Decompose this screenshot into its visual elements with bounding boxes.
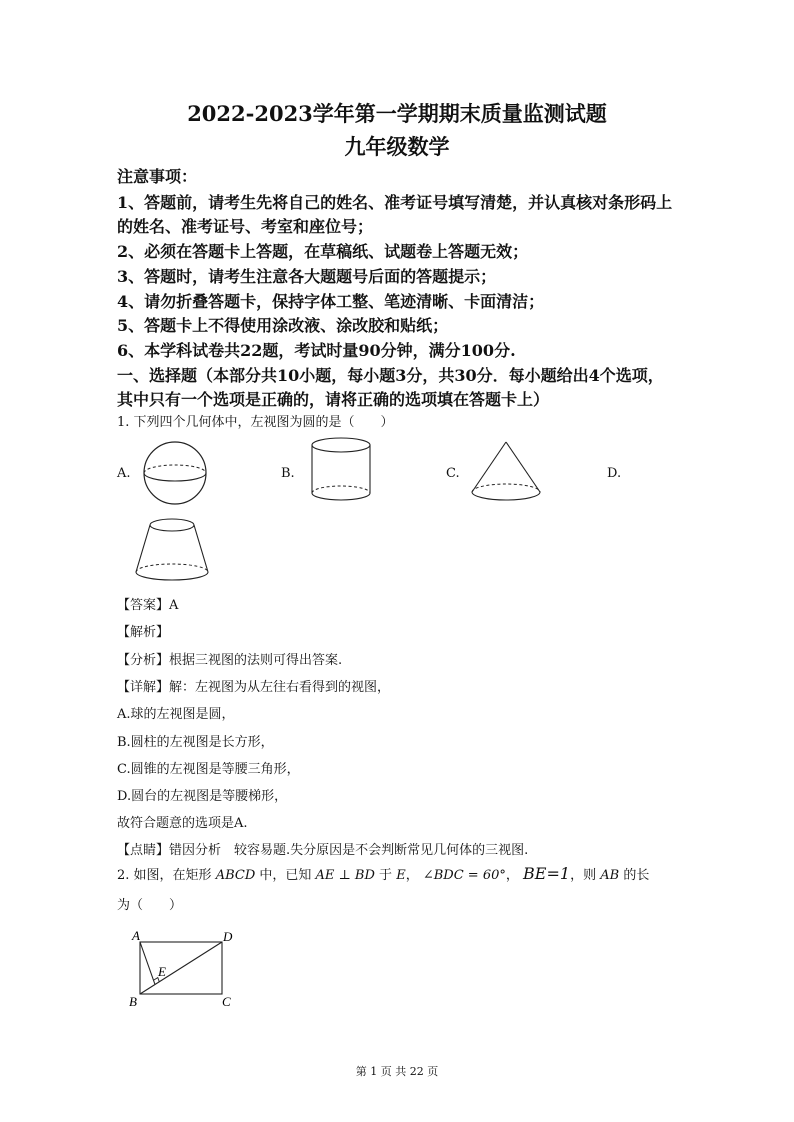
analysis-line: A.球的左视图是圆， (117, 707, 235, 722)
section-heading: 一、选择题（本部分共10小题，每小题3分，共30分．每小题给出4个选项， (117, 366, 664, 385)
analysis-summary: 【分析】根据三视图的法则可得出答案. (117, 653, 343, 668)
question-2-stem (117, 864, 649, 883)
question-2-stem-line2: 为（ ） (117, 898, 183, 913)
stem-text: 中，已知 (259, 868, 312, 883)
math-e: E (396, 868, 406, 883)
stem-text: 2. 如图，在矩形 (117, 868, 212, 883)
exam-title: 2022-2023学年第一学期期末质量监测试题 (187, 101, 607, 126)
analysis-line: D.圆台的左视图是等腰梯形， (117, 789, 288, 804)
option-c-label: C. (446, 466, 460, 481)
cylinder-figure (306, 436, 376, 504)
stem-text: ， (405, 868, 419, 883)
comment: 【点睛】错因分析 较容易题.失分原因是不会判断常见几何体的三视图. (117, 843, 529, 858)
notice-heading: 注意事项： (117, 167, 198, 186)
notice-item: 6、本学科试卷共22题，考试时量90分钟，满分100分. (117, 341, 516, 360)
section-heading: 其中只有一个选项是正确的，请将正确的选项填在答题卡上） (117, 390, 550, 409)
page-footer: 第 1 页 共 22 页 (355, 1065, 439, 1078)
analysis-detail: 【详解】解：左视图为从左往右看得到的视图， (117, 680, 391, 695)
math-be: BE=1 (523, 864, 571, 883)
math-ab: AB (600, 868, 620, 883)
notice-item: 5、答题卡上不得使用涂改液、涂改胶和贴纸； (117, 316, 449, 335)
frustum-figure (132, 516, 212, 586)
stem-text: 的长 (623, 868, 650, 883)
notice-item: 2、必须在答题卡上答题，在草稿纸、试题卷上答题无效； (117, 242, 529, 261)
label-d: D (223, 929, 233, 944)
math-angle: ∠BDC = 60° (422, 868, 506, 883)
analysis-conclusion: 故符合题意的选项是A. (117, 816, 248, 831)
cone-figure (468, 440, 544, 506)
notice-item: 4、请勿折叠答题卡，保持字体工整、笔迹清晰、卡面清洁； (117, 292, 545, 311)
option-a-label: A. (117, 466, 131, 481)
notice-item: 1、答题前，请考生先将自己的姓名、准考证号填写清楚，并认真核对条形码上 (117, 193, 673, 212)
notice-item: 3、答题时，请考生注意各大题题号后面的答题提示； (117, 267, 497, 286)
question-1-stem: 1. 下列四个几何体中，左视图为圆的是（ ） (117, 415, 394, 430)
stem-text: ，则 (570, 868, 597, 883)
label-c: C (222, 994, 231, 1009)
stem-text: 于 (379, 868, 393, 883)
notice-item: 的姓名、准考证号、考室和座位号； (117, 217, 374, 236)
exam-subtitle: 九年级数学 (344, 134, 450, 159)
analysis-label: 【解析】 (117, 625, 170, 640)
label-b: B (129, 994, 137, 1009)
math-rect: ABCD (215, 868, 256, 883)
stem-text: ， (505, 868, 519, 883)
label-e: E (158, 964, 166, 979)
analysis-line: B.圆柱的左视图是长方形， (117, 735, 274, 750)
label-a: A (132, 928, 140, 943)
math-perp: AE ⊥ BD (315, 868, 375, 883)
option-b-label: B. (281, 466, 295, 481)
option-d-label: D. (607, 466, 622, 481)
sphere-figure (140, 440, 210, 506)
answer: 【答案】A (117, 598, 179, 613)
analysis-line: C.圆锥的左视图是等腰三角形， (117, 762, 300, 777)
rectangle-diagram (124, 928, 244, 1012)
